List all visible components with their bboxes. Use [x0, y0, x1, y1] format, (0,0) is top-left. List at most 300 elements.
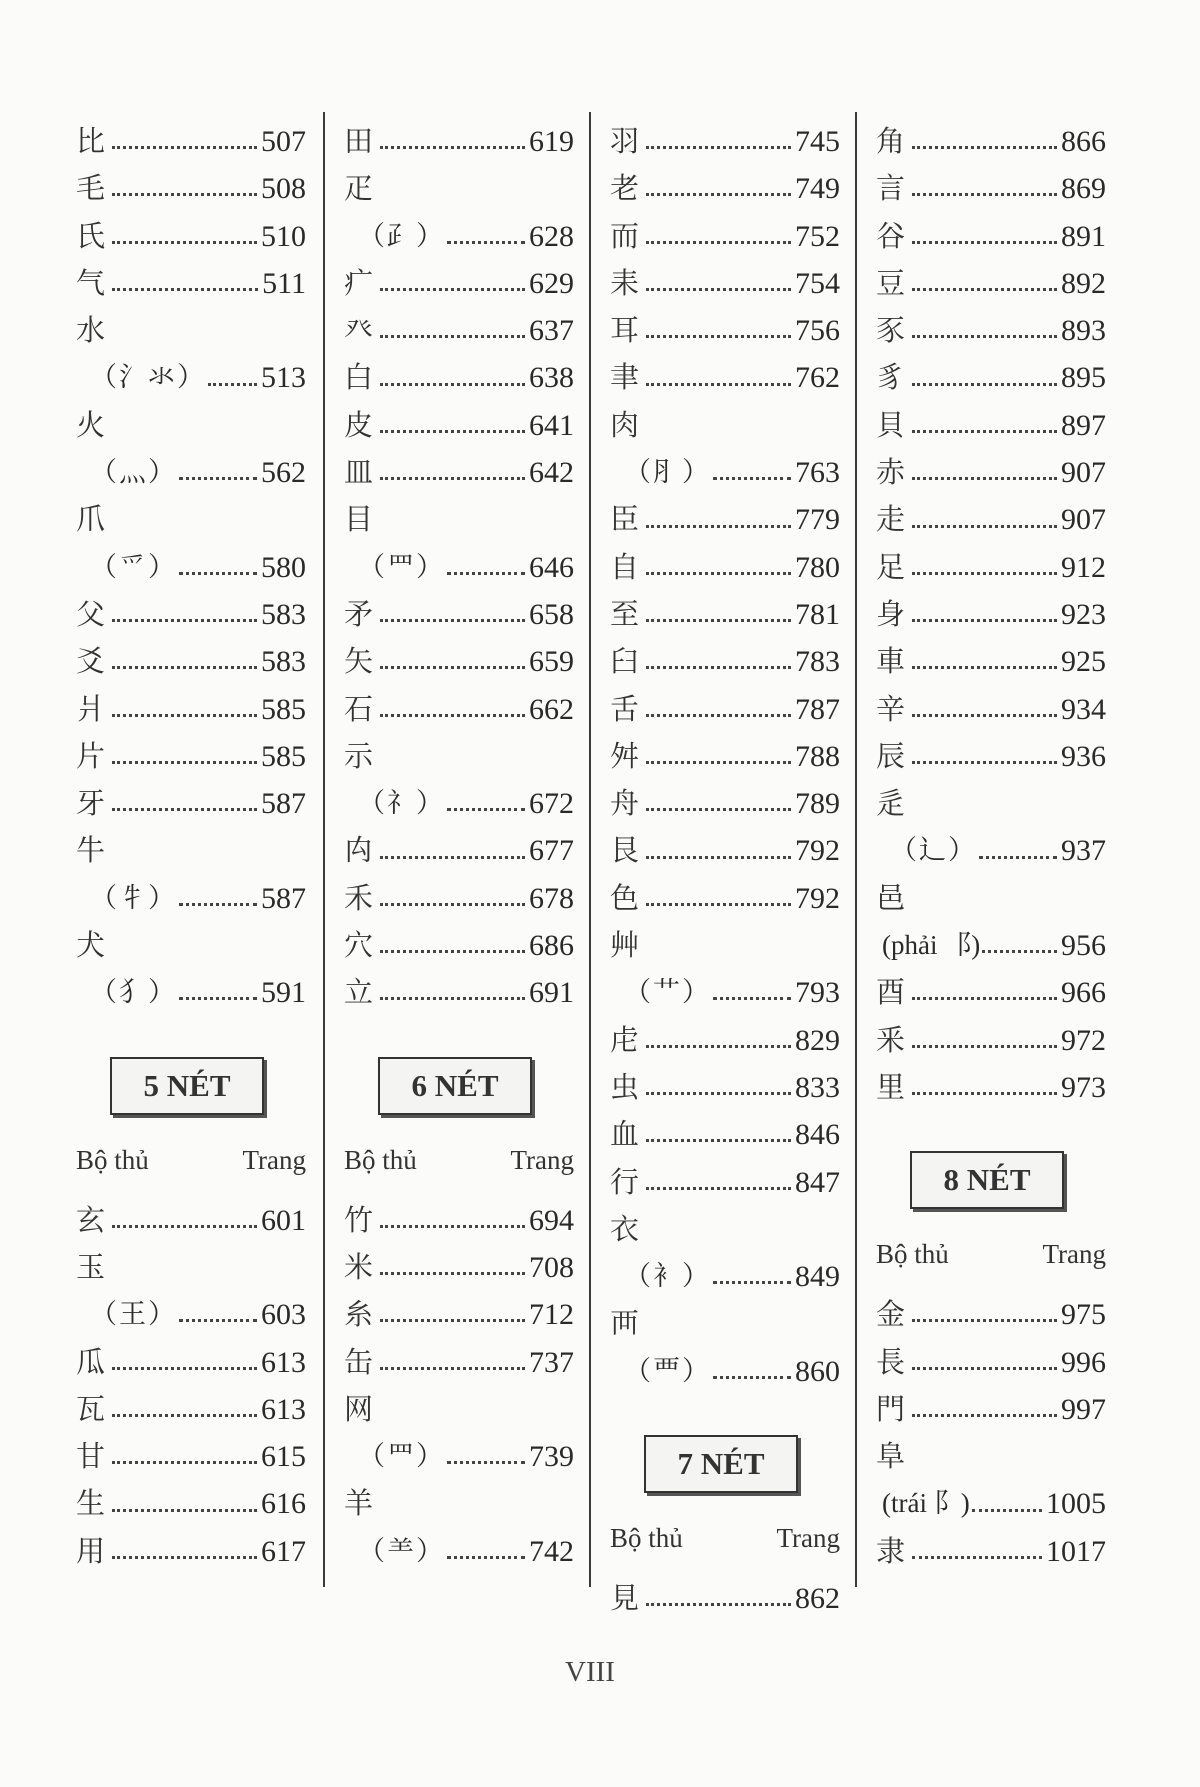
page-reference: 672: [529, 787, 574, 821]
index-entry: [610, 922, 840, 969]
page-reference: 792: [795, 881, 840, 915]
page-reference: 613: [261, 1345, 306, 1379]
index-entry: [344, 1244, 574, 1291]
page-reference: 637: [529, 314, 574, 348]
radical-variant: （罒）: [358, 551, 445, 582]
leader-dots: [912, 619, 1057, 622]
radical-glyph: 舛: [610, 738, 640, 773]
radical-glyph: 米: [344, 1249, 374, 1284]
page-reference: 925: [1061, 645, 1106, 679]
stroke-count-heading: 8 NÉT: [910, 1151, 1064, 1209]
page-reference: 752: [795, 219, 840, 253]
index-entry: [344, 496, 574, 543]
index-entry: [610, 969, 840, 1016]
leader-dots: [380, 714, 525, 717]
radical-index-column-1: [76, 118, 306, 1575]
page-reference: 781: [795, 597, 840, 631]
leader-dots: [380, 997, 525, 1000]
index-entry: [610, 165, 840, 212]
leader-dots: [112, 193, 257, 196]
index-entry: [610, 354, 840, 401]
index-entry: [76, 496, 306, 543]
radical-glyph: 示: [344, 738, 374, 773]
radical-glyph: 矛: [344, 596, 374, 631]
index-entry: [876, 544, 1106, 591]
index-entry: [876, 496, 1106, 543]
leader-dots: [380, 383, 525, 386]
page-reference: 642: [529, 456, 574, 490]
index-entry: [344, 1291, 574, 1338]
radical-variant: （⺼）: [624, 457, 711, 488]
page-reference: 513: [261, 361, 306, 395]
leader-dots: [646, 1603, 791, 1606]
radical-glyph: 穴: [344, 928, 374, 963]
page-reference: 510: [261, 219, 306, 253]
radical-glyph: 皮: [344, 407, 374, 442]
radical-glyph: 氏: [76, 218, 106, 253]
index-entry: [876, 591, 1106, 638]
index-entry: [344, 1197, 574, 1244]
page-reference: 508: [261, 172, 306, 206]
index-entry: [610, 591, 840, 638]
page-reference: 629: [529, 266, 574, 300]
leader-dots: [982, 950, 1057, 953]
index-entry: [610, 780, 840, 827]
radical-glyph: 疋: [344, 171, 374, 206]
page-reference: 763: [795, 456, 840, 490]
leader-dots: [912, 1414, 1057, 1417]
leader-dots: [380, 666, 525, 669]
leader-dots: [646, 856, 791, 859]
page-reference: 934: [1061, 692, 1106, 726]
index-entry: [610, 1017, 840, 1064]
leader-dots: [112, 146, 257, 149]
leader-dots: [912, 666, 1057, 669]
radical-glyph: 玄: [76, 1202, 106, 1237]
leader-dots: [380, 288, 525, 291]
page-reference: 937: [1061, 834, 1106, 868]
leader-dots: [447, 241, 525, 244]
radical-glyph: 毛: [76, 171, 106, 206]
leader-dots: [179, 903, 257, 906]
radical-variant-note: (trái ⻖): [882, 1488, 970, 1519]
index-entry: [344, 544, 574, 591]
index-entry: [344, 213, 574, 260]
index-entry: [876, 1433, 1106, 1480]
index-entry: [876, 307, 1106, 354]
leader-dots: [646, 619, 791, 622]
index-entry: [76, 544, 306, 591]
index-entry: [344, 1480, 574, 1527]
page-reference: 897: [1061, 408, 1106, 442]
radical-glyph: 爪: [76, 502, 106, 537]
index-entry: [876, 875, 1106, 922]
index-entry: [610, 827, 840, 874]
radical-glyph: 辵: [876, 786, 906, 821]
index-entry: [76, 1480, 306, 1527]
radical-glyph: 至: [610, 596, 640, 631]
leader-dots: [912, 1556, 1042, 1559]
leader-dots: [646, 1139, 791, 1142]
index-entry: [876, 780, 1106, 827]
index-entry: [344, 1528, 574, 1575]
leader-dots: [179, 997, 257, 1000]
page-reference: 686: [529, 929, 574, 963]
leader-dots: [646, 288, 791, 291]
column-divider: [323, 112, 325, 1587]
index-entry: [76, 686, 306, 733]
leader-dots: [646, 808, 791, 811]
radical-glyph: 赤: [876, 455, 906, 490]
page-reference: 787: [795, 692, 840, 726]
leader-dots: [112, 1556, 257, 1559]
page-reference: 866: [1061, 125, 1106, 158]
radical-glyph: 衣: [610, 1211, 640, 1246]
index-entry: [610, 307, 840, 354]
leader-dots: [112, 288, 258, 291]
radical-variant: （辶）: [890, 835, 977, 866]
index-entry: [76, 733, 306, 780]
index-entry: [344, 1386, 574, 1433]
page-reference: 975: [1061, 1298, 1106, 1332]
page-reference: 869: [1061, 172, 1106, 206]
leader-dots: [646, 241, 791, 244]
radical-glyph: 老: [610, 171, 640, 206]
stroke-count-heading: 6 NÉT: [378, 1057, 532, 1115]
radical-glyph: 竹: [344, 1202, 374, 1237]
page-reference: 749: [795, 172, 840, 206]
index-entry: [76, 591, 306, 638]
page-reference: 591: [261, 976, 306, 1010]
page-reference: 587: [261, 787, 306, 821]
radical-glyph: 長: [876, 1344, 906, 1379]
leader-dots: [972, 1509, 1042, 1512]
page-reference: 895: [1061, 361, 1106, 395]
page-reference: 737: [529, 1345, 574, 1379]
leader-dots: [112, 1414, 257, 1417]
index-entry: [876, 1386, 1106, 1433]
leader-dots: [179, 1319, 257, 1322]
radical-glyph: 足: [876, 549, 906, 584]
leader-dots: [646, 383, 791, 386]
leader-dots: [380, 903, 525, 906]
leader-dots: [380, 1272, 525, 1275]
column-divider: [589, 112, 591, 1587]
index-entry: [76, 213, 306, 260]
header-radical-label: Bộ thủ: [610, 1523, 683, 1554]
index-entry: [610, 1300, 840, 1347]
radical-glyph: 糸: [344, 1297, 374, 1332]
leader-dots: [112, 714, 257, 717]
leader-dots: [447, 1556, 525, 1559]
page-reference: 583: [261, 645, 306, 679]
radical-variant: （爫）: [90, 551, 177, 582]
header-page-label: Trang: [1042, 1239, 1106, 1270]
index-entry: [876, 118, 1106, 165]
index-entry: [876, 402, 1106, 449]
leader-dots: [713, 1281, 791, 1284]
page-reference: 923: [1061, 597, 1106, 631]
column-header: [610, 1513, 840, 1563]
index-entry: [876, 922, 1106, 969]
leader-dots: [912, 477, 1057, 480]
page-reference: 617: [261, 1534, 306, 1568]
radical-glyph: 爻: [76, 644, 106, 679]
leader-dots: [713, 1376, 791, 1379]
page-reference: 756: [795, 314, 840, 348]
radical-glyph: 瓦: [76, 1391, 106, 1426]
index-entry: [76, 354, 306, 401]
radical-index-column-4: [876, 118, 1106, 1575]
leader-dots: [380, 146, 525, 149]
radical-glyph: 矢: [344, 644, 374, 679]
index-entry: [344, 591, 574, 638]
page-reference: 583: [261, 597, 306, 631]
leader-dots: [912, 1367, 1057, 1370]
index-entry: [344, 260, 574, 307]
leader-dots: [646, 525, 791, 528]
page-reference: 638: [529, 361, 574, 395]
radical-glyph: 皿: [344, 455, 374, 490]
radical-glyph: 角: [876, 124, 906, 158]
index-entry: [610, 213, 840, 260]
radical-glyph: 肉: [610, 407, 640, 442]
radical-glyph: 見: [610, 1581, 640, 1616]
header-radical-label: Bộ thủ: [344, 1144, 417, 1175]
index-entry: [344, 969, 574, 1016]
radical-glyph: 牙: [76, 786, 106, 821]
leader-dots: [912, 525, 1057, 528]
page-reference: 973: [1061, 1070, 1106, 1104]
page-reference: 936: [1061, 739, 1106, 773]
leader-dots: [380, 619, 525, 622]
radical-glyph: 車: [876, 644, 906, 679]
leader-dots: [646, 1045, 791, 1048]
index-entry: [610, 1348, 840, 1395]
leader-dots: [646, 193, 791, 196]
page-reference: 847: [795, 1165, 840, 1199]
index-entry: [876, 638, 1106, 685]
page-reference: 849: [795, 1260, 840, 1294]
radical-glyph: 耒: [610, 265, 640, 300]
page-reference: 966: [1061, 976, 1106, 1010]
index-entry: [76, 1339, 306, 1386]
page-reference: 1005: [1046, 1487, 1106, 1521]
page-reference: 585: [261, 739, 306, 773]
index-entry: [876, 260, 1106, 307]
index-entry: [610, 733, 840, 780]
index-entry: [76, 1291, 306, 1338]
stroke-count-heading: 5 NÉT: [110, 1057, 264, 1115]
leader-dots: [380, 1367, 525, 1370]
leader-dots: [112, 1509, 257, 1512]
radical-glyph: 虫: [610, 1069, 640, 1104]
radical-glyph: 白: [344, 360, 374, 395]
index-entry: [876, 1339, 1106, 1386]
radical-glyph: 火: [76, 407, 106, 442]
leader-dots: [912, 146, 1057, 149]
radical-glyph: 犬: [76, 928, 106, 963]
leader-dots: [179, 477, 257, 480]
radical-variant-note: (phải ⻏): [882, 930, 981, 961]
index-entry: [344, 402, 574, 449]
leader-dots: [380, 1225, 525, 1228]
radical-glyph: 虍: [610, 1022, 640, 1057]
radical-glyph: 襾: [610, 1306, 640, 1341]
index-entry: [344, 449, 574, 496]
page-reference: 712: [529, 1298, 574, 1332]
leader-dots: [912, 335, 1057, 338]
leader-dots: [646, 1187, 791, 1190]
index-entry: [876, 449, 1106, 496]
page-reference: 891: [1061, 219, 1106, 253]
leader-dots: [112, 1225, 257, 1228]
leader-dots: [380, 1319, 525, 1322]
page-reference: 862: [795, 1582, 840, 1616]
radical-glyph: 谷: [876, 218, 906, 253]
page-reference: 789: [795, 787, 840, 821]
page-reference: 833: [795, 1070, 840, 1104]
leader-dots: [646, 572, 791, 575]
radical-glyph: 自: [610, 549, 640, 584]
leader-dots: [912, 383, 1057, 386]
radical-glyph: 片: [76, 738, 106, 773]
leader-dots: [112, 241, 257, 244]
leader-dots: [912, 997, 1057, 1000]
leader-dots: [646, 1092, 791, 1095]
radical-glyph: 走: [876, 502, 906, 537]
page-reference: 615: [261, 1440, 306, 1474]
radical-glyph: 舌: [610, 691, 640, 726]
page-reference: 1017: [1046, 1534, 1106, 1568]
radical-glyph: 水: [76, 313, 106, 348]
radical-glyph: 甘: [76, 1439, 106, 1474]
radical-glyph: 网: [344, 1391, 374, 1426]
radical-variant: （罒）: [358, 1441, 445, 1472]
column-header: [344, 1135, 574, 1185]
page-reference: 754: [795, 266, 840, 300]
index-entry: [344, 686, 574, 733]
radical-glyph: 辛: [876, 691, 906, 726]
leader-dots: [112, 619, 257, 622]
radical-glyph: 目: [344, 502, 374, 537]
radical-glyph: 血: [610, 1117, 640, 1152]
index-entry: [344, 733, 574, 780]
page-reference: 601: [261, 1203, 306, 1237]
radical-glyph: 疒: [344, 265, 374, 300]
page-number: VIII: [565, 1656, 615, 1688]
index-entry: [610, 260, 840, 307]
index-entry: [344, 1339, 574, 1386]
radical-glyph: 言: [876, 171, 906, 206]
index-entry: [344, 638, 574, 685]
header-page-label: Trang: [242, 1144, 306, 1175]
leader-dots: [912, 430, 1057, 433]
header-radical-label: Bộ thủ: [876, 1239, 949, 1270]
index-entry: [344, 875, 574, 922]
page-reference: 892: [1061, 266, 1106, 300]
index-entry: [344, 1433, 574, 1480]
radical-glyph: 辰: [876, 738, 906, 773]
page-reference: 996: [1061, 1345, 1106, 1379]
radical-glyph: 豕: [876, 313, 906, 348]
leader-dots: [112, 1461, 257, 1464]
radical-glyph: 而: [610, 218, 640, 253]
page-reference: 677: [529, 834, 574, 868]
radical-index-column-3: [610, 118, 840, 1622]
index-entry: [344, 827, 574, 874]
radical-glyph: 阜: [876, 1439, 906, 1474]
radical-glyph: 父: [76, 596, 106, 631]
radical-glyph: 田: [344, 124, 374, 158]
radical-variant: （犭）: [90, 977, 177, 1008]
leader-dots: [912, 1319, 1057, 1322]
radical-variant: （衤）: [624, 1261, 711, 1292]
index-entry: [876, 354, 1106, 401]
page-reference: 658: [529, 597, 574, 631]
leader-dots: [912, 714, 1057, 717]
index-entry: [344, 307, 574, 354]
leader-dots: [112, 808, 257, 811]
page-reference: 739: [529, 1440, 574, 1474]
page-reference: 613: [261, 1392, 306, 1426]
page-reference: 659: [529, 645, 574, 679]
index-entry: [876, 1064, 1106, 1111]
page-reference: 907: [1061, 503, 1106, 537]
radical-glyph: 生: [76, 1486, 106, 1521]
radical-glyph: 門: [876, 1391, 906, 1426]
radical-glyph: 里: [876, 1069, 906, 1104]
radical-glyph: 隶: [876, 1533, 906, 1568]
index-entry: [876, 686, 1106, 733]
header-page-label: Trang: [510, 1144, 574, 1175]
radical-glyph: 禾: [344, 880, 374, 915]
radical-glyph: 舟: [610, 786, 640, 821]
index-entry: [610, 1253, 840, 1300]
index-entry: [76, 780, 306, 827]
column-header: [76, 1135, 306, 1185]
page-reference: 997: [1061, 1392, 1106, 1426]
radical-glyph: 瓜: [76, 1344, 106, 1379]
leader-dots: [912, 1092, 1057, 1095]
leader-dots: [208, 383, 257, 386]
page-reference: 628: [529, 219, 574, 253]
index-entry: [344, 922, 574, 969]
page-reference: 893: [1061, 314, 1106, 348]
column-header: [876, 1229, 1106, 1279]
radical-glyph: 色: [610, 880, 640, 915]
radical-variant: （礻）: [358, 788, 445, 819]
radical-glyph: 用: [76, 1533, 106, 1568]
page-reference: 793: [795, 976, 840, 1010]
leader-dots: [912, 288, 1057, 291]
radical-glyph: 行: [610, 1164, 640, 1199]
index-entry: [876, 1480, 1106, 1527]
radical-glyph: 邑: [876, 880, 906, 915]
radical-glyph: 臣: [610, 502, 640, 537]
page-reference: 691: [529, 976, 574, 1010]
index-entry: [610, 118, 840, 165]
page-reference: 580: [261, 550, 306, 584]
radical-glyph: 石: [344, 691, 374, 726]
index-entry: [76, 1433, 306, 1480]
leader-dots: [646, 903, 791, 906]
radical-glyph: 耳: [610, 313, 640, 348]
page-reference: 829: [795, 1023, 840, 1057]
index-entry: [76, 402, 306, 449]
leader-dots: [447, 808, 525, 811]
index-entry: [610, 638, 840, 685]
